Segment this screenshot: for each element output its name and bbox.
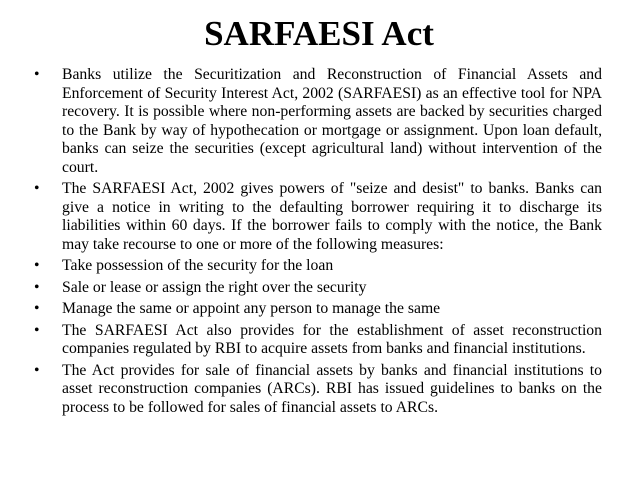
- bullet-item: [34, 257, 602, 276]
- bullet-item: [34, 180, 602, 254]
- bullet-text: Take possession of the security for the loan: [62, 257, 334, 274]
- bullet-item: [34, 300, 602, 319]
- bullet-marker: •: [34, 278, 40, 296]
- bullet-text: Banks utilize the Securitization and Reconstruction of Financial Assets and Enforcement of Security Interest Act, 2002 (SARFAESI) as an effective tool for NPA recovery. It is possible where non-performing assets are backed by securities charged to the Bank by way of hypothecation or mortgage or assignment. Upon loan default, banks can seize the securities (except agricultural land) without intervention of the court.: [62, 66, 602, 176]
- bullet-item: [34, 66, 602, 177]
- bullet-text: Sale or lease or assign the right over the security: [62, 278, 367, 296]
- bullet-list: [34, 66, 602, 420]
- bullet-marker: •: [34, 257, 40, 274]
- bullet-text: The SARFAESI Act also provides for the establishment of asset reconstruction companies regulated by RBI to acquire assets from banks and financial institutions.: [62, 321, 602, 357]
- bullet-marker: •: [34, 300, 40, 317]
- bullet-marker: •: [34, 321, 40, 339]
- slide-title: SARFAESI Act: [204, 14, 434, 53]
- bullet-marker: •: [34, 361, 40, 379]
- bullet-marker: •: [34, 66, 40, 83]
- bullet-text: Manage the same or appoint any person to manage the same: [62, 300, 441, 317]
- bullet-item: [34, 362, 602, 418]
- bullet-marker: •: [34, 180, 40, 197]
- bullet-item: [34, 279, 602, 298]
- bullet-item: [34, 322, 602, 359]
- bullet-text: The Act provides for sale of financial assets by banks and financial institutions to asset reconstruction companies (ARCs). RBI has issued guidelines to banks on the process to be followed for sales of financial assets to ARCs.: [62, 361, 602, 416]
- bullet-text: The SARFAESI Act, 2002 gives powers of "seize and desist" to banks. Banks can give a notice in writing to the defaulting borrower requiring it to discharge its liabilities within 60 days. If the borrower fails to comply with the notice, the Bank may take recourse to one or more of the following measures:: [62, 180, 602, 253]
